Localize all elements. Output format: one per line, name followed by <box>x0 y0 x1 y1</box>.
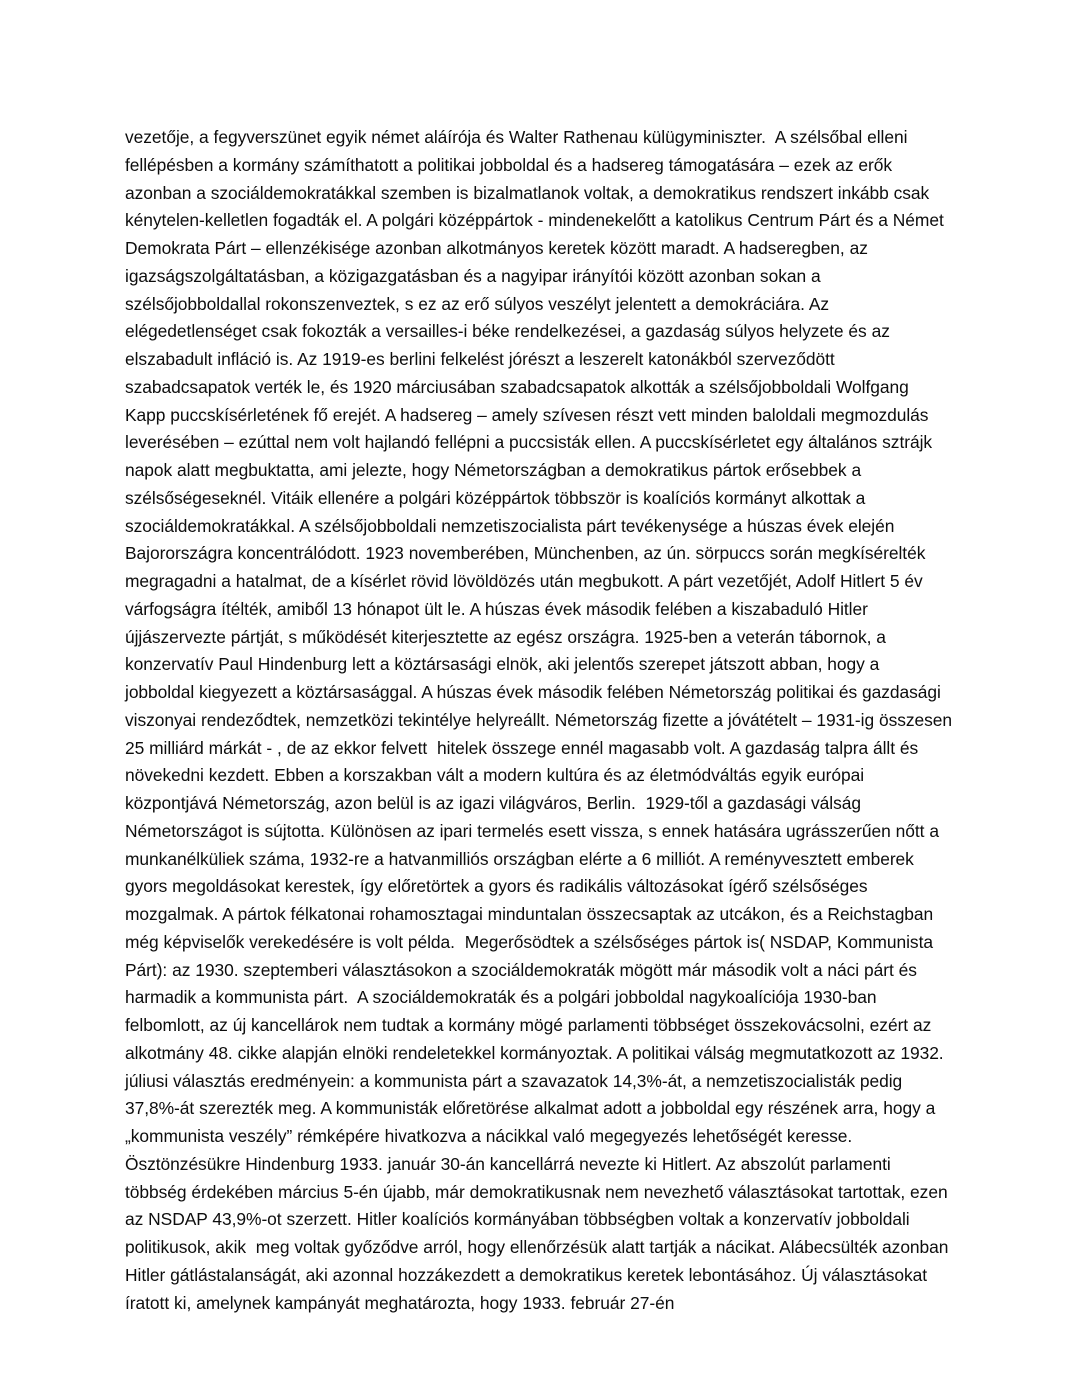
body-text-column <box>125 124 957 1317</box>
body-paragraph: vezetője, a fegyverszünet egyik német aláírója és Walter Rathenau külügyminiszter. A szélsőbal elleni fellépésben a kormány számíthatott a politikai jobboldal és a hadsereg támogatására – ezek az erők azonban a szociáldemokratákkal szemben is bizalmatlanok voltak, a demokratikus rendszert inkább csak kénytelen-kelletlen fogadták el. A polgári középpártok - mindenekelőtt a katolikus Centrum Párt és a Német Demokrata Párt – ellenzékisége azonban alkotmányos keretek között maradt. A hadseregben, az igazságszolgáltatásban, a közigazgatásban és a nagyipar irányítói között azonban sokan a szélsőjobboldallal rokonszenveztek, s ez az erő súlyos veszélyt jelentett a demokráciára. Az elégedetlenséget csak fokozták a versailles-i béke rendelkezései, a gazdaság súlyos helyzete és az elszabadult infláció is. Az 1919-es berlini felkelést jórészt a leszerelt katonákból szerveződött szabadcsapatok verték le, és 1920 márciusában szabadcsapatok alkották a szélsőjobboldali Wolfgang Kapp puccskísérletének fő erejét. A hadsereg – amely szívesen részt vett minden baloldali megmozdulás leverésében – ezúttal nem volt hajlandó fellépni a puccsisták ellen. A puccskísérletet egy általános sztrájk napok alatt megbuktatta, ami jelezte, hogy Németországban a demokratikus pártok erősebbek a szélsőségeseknél. Vitáik ellenére a polgári középpártok többször is koalíciós kormányt alkottak a szociáldemokratákkal. A szélsőjobboldali nemzetiszocialista párt tevékenysége a húszas évek elején Bajorországra koncentrálódott. 1923 novemberében, Münchenben, az ún. sörpuccs során megkísérelték megragadni a hatalmat, de a kísérlet rövid lövöldözés után megbukott. A párt vezetőjét, Adolf Hitlert 5 év várfogságra ítélték, amiből 13 hónapot ült le. A húszas évek második felében a kiszabaduló Hitler újjászervezte pártját, s működését kiterjesztette az egész országra. 1925-ben a veterán tábornok, a konzervatív Paul Hindenburg lett a köztársasági elnök, aki jelentős szerepet játszott abban, hogy a jobboldal kiegyezett a köztársasággal. A húszas évek második felében Németország politikai és gazdasági viszonyai rendeződtek, nemzetközi tekintélye helyreállt. Németország fizette a jóvátételt – 1931-ig összesen 25 milliárd márkát - , de az ekkor felvett hitelek összege ennél magasabb volt. A gazdaság talpra állt és növekedni kezdett. Ebben a korszakban vált a modern kultúra és az életmódváltás egyik európai központjává Németország, azon belül is az igazi világváros, Berlin. 1929-től a gazdasági válság Németországot is sújtotta. Különösen az ipari termelés esett vissza, s ennek hatására ugrásszerűen nőtt a munkanélküliek száma, 1932-re a hatvanmilliós országban elérte a 6 milliót. A reményvesztett emberek gyors megoldásokat kerestek, így előretörtek a gyors és radikális változásokat ígérő szélsőséges mozgalmak. A pártok félkatonai rohamosztagai minduntalan összecsaptak az utcákon, és a Reichstagban még képviselők verekedésére is volt példa. Megerősödtek a szélsőséges pártok is( NSDAP, Kommunista Párt): az 1930. szeptemberi választásokon a szociáldemokraták mögött már második volt a náci párt és harmadik a kommunista párt. A szociáldemokraták és a polgári jobboldal nagykoalíciója 1930-ban felbomlott, az új kancellárok nem tudtak a kormány mögé parlamenti többséget összekovácsolni, ezért az alkotmány 48. cikke alapján elnöki rendeletekkel kormányoztak. A politikai válság megmutatkozott az 1932. júliusi választás eredményein: a kommunista párt a szavazatok 14,3%-át, a nemzetiszocialisták pedig 37,8%-át szerezték meg. A kommunisták előretörése alkalmat adott a jobboldal egy részének arra, hogy a „kommunista veszély” rémképére hivatkozva a nácikkal való megegyezés lehetőségét keresse. Ösztönzésükre Hindenburg 1933. január 30-án kancellárrá nevezte ki Hitlert. Az abszolút parlamenti többség érdekében március 5-én újabb, már demokratikusnak nem nevezhető választásokat tartottak, ezen az NSDAP 43,9%-ot szerzett. Hitler koalíciós kormányában többségben voltak a konzervatív jobboldali politikusok, akik meg voltak győződve arról, hogy ellenőrzésük alatt tartják a nácikat. Alábecsülték azonban Hitler gátlástalanságát, aki azonnal hozzákezdett a demokratikus keretek lebontásához. Új választásokat íratott ki, amelynek kampányát meghatározta, hogy 1933. február 27-én <box>125 127 957 1313</box>
